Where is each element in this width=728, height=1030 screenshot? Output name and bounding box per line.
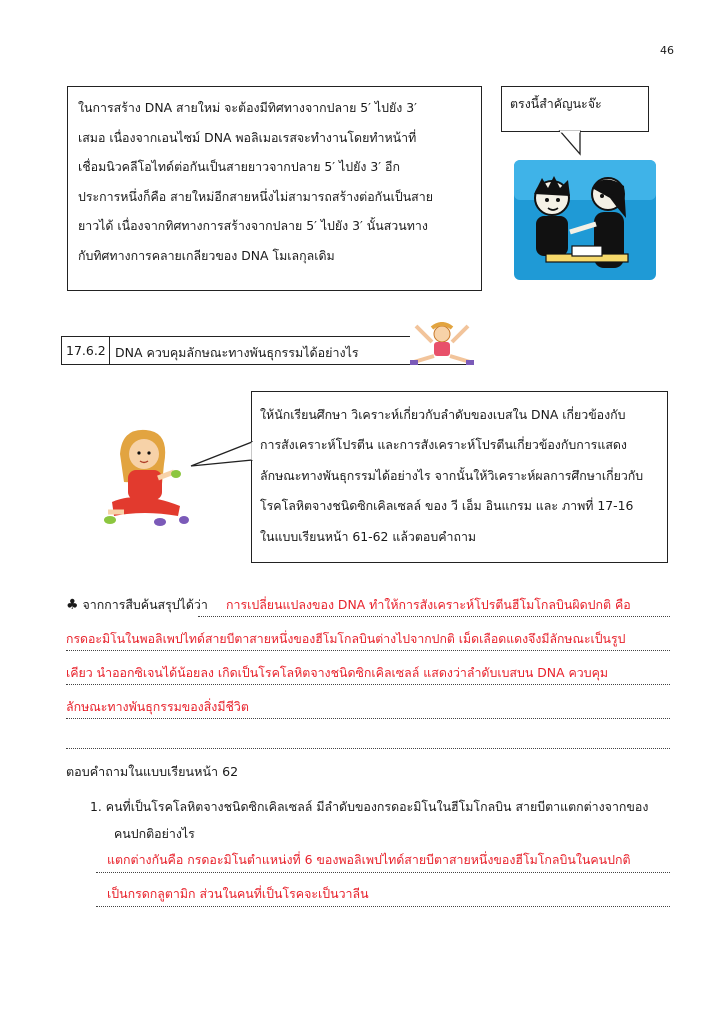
answer-1-line: เป็นกรดกลูตามิก ส่วนในคนที่เป็นโรคจะเป็นวาลีน — [107, 886, 369, 901]
answer-dotted-line — [66, 718, 670, 719]
task-line: ในแบบเรียนหน้า 61-62 แล้วตอบคำถาม — [260, 528, 477, 544]
conclusion-answer-line: เคียว นำออกซิเจนได้น้อยลง เกิดเป็นโรคโลหิตจางชนิดซิกเคิลเซลล์ แสดงว่าลำดับเบสบน DNA ควบคุม — [66, 665, 609, 680]
sitting-girl-illustration — [100, 424, 196, 528]
question-text: คนที่เป็นโรคโลหิตจางชนิดซิกเคิลเซลล์ มีลำดับของกรดอะมิโนในฮีโมโกลบิน สายบีตาแตกต่างจากของ — [105, 799, 649, 814]
intro-line: เชื่อมนิวคลีโอไทด์ต่อกันเป็นสายยาวจากปลาย 5′ ไปยัง 3′ อีก — [78, 159, 400, 175]
answer-dotted-line — [96, 906, 670, 907]
intro-line: ยาวได้ เนื่องจากทิศทางการสร้างจากปลาย 5′ ไปยัง 3′ นั้นสวนทาง — [78, 218, 428, 234]
page-number: 46 — [660, 44, 674, 57]
callout-tail — [550, 130, 590, 156]
question-1 — [90, 798, 648, 817]
callout-text: ตรงนี้สำคัญนะจ๊ะ — [510, 96, 602, 111]
conclusion-answer-line: ลักษณะทางพันธุกรรมของสิ่งมีชีวิต — [66, 699, 249, 714]
intro-line: กับทิศทางการคลายเกลียวของ DNA โมเลกุลเดิม — [78, 247, 335, 263]
teacher-student-illustration — [512, 158, 658, 282]
question-1-continued: คนปกติอย่างไร — [114, 826, 195, 841]
task-line: ให้นักเรียนศึกษา วิเคราะห์เกี่ยวกับลำดับของเบสใน DNA เกี่ยวข้องกับ — [260, 407, 626, 422]
intro-line: ในการสร้าง DNA สายใหม่ จะต้องมีทิศทางจากปลาย 5′ ไปยัง 3′ — [78, 100, 417, 115]
club-bullet-icon: ♣ — [66, 597, 79, 613]
task-callout-tail — [190, 440, 254, 468]
answers-heading: ตอบคำถามในแบบเรียนหน้า 62 — [66, 764, 239, 779]
task-line: ลักษณะทางพันธุกรรมได้อย่างไร จากนั้นให้วิเคราะห์ผลการศึกษาเกี่ยวกับ — [260, 467, 644, 483]
answer-dotted-line — [198, 616, 670, 617]
answer-dotted-line — [66, 650, 670, 651]
task-line: การสังเคราะห์โปรตีน และการสังเคราะห์โปรตีนเกี่ยวข้องกับการแสดง — [260, 437, 627, 453]
conclusion-line-1 — [66, 596, 208, 615]
section-title: DNA ควบคุมลักษณะทางพันธุกรรมได้อย่างไร — [115, 345, 359, 360]
task-text-box — [251, 391, 668, 563]
answer-dotted-line — [66, 748, 670, 749]
conclusion-answer-line: การเปลี่ยนแปลงของ DNA ทำให้การสังเคราะห์โปรตีนฮีโมโกลบินผิดปกติ คือ — [226, 597, 631, 612]
answer-dotted-line — [66, 684, 670, 685]
intro-line: ประการหนึ่งก็คือ สายใหม่อีกสายหนึ่งไม่สามารถสร้างต่อกันเป็นสาย — [78, 188, 433, 204]
speech-callout — [501, 86, 649, 132]
intro-line: เสมอ เนื่องจากเอนไซม์ DNA พอลิเมอเรสจะทำงานโดยทำหน้าที่ — [78, 129, 417, 145]
conclusion-prefix: จากการสืบค้นสรุปได้ว่า — [82, 597, 208, 612]
conclusion-answer-line: กรดอะมิโนในพอลิเพปไทด์สายบีตาสายหนึ่งของฮีโมโกลบินต่างไปจากปกติ เม็ดเลือดแดงจึงมีลักษณะเป็นรูป — [66, 632, 626, 646]
task-line: โรคโลหิตจางชนิดซิกเคิลเซลล์ ของ วี เอ็ม อินแกรม และ ภาพที่ 17-16 — [260, 498, 634, 514]
answer-1-line: แตกต่างกันคือ กรดอะมิโนตำแหน่งที่ 6 ของพอลิเพปไทด์สายบีตาสายหนึ่งของฮีโมโกลบินในคนปกติ — [107, 852, 631, 867]
question-number: 1. — [90, 799, 102, 814]
answer-dotted-line — [96, 872, 670, 873]
intro-text-box — [67, 86, 482, 291]
jumping-girl-illustration — [410, 322, 474, 368]
section-number: 17.6.2 — [62, 337, 110, 364]
